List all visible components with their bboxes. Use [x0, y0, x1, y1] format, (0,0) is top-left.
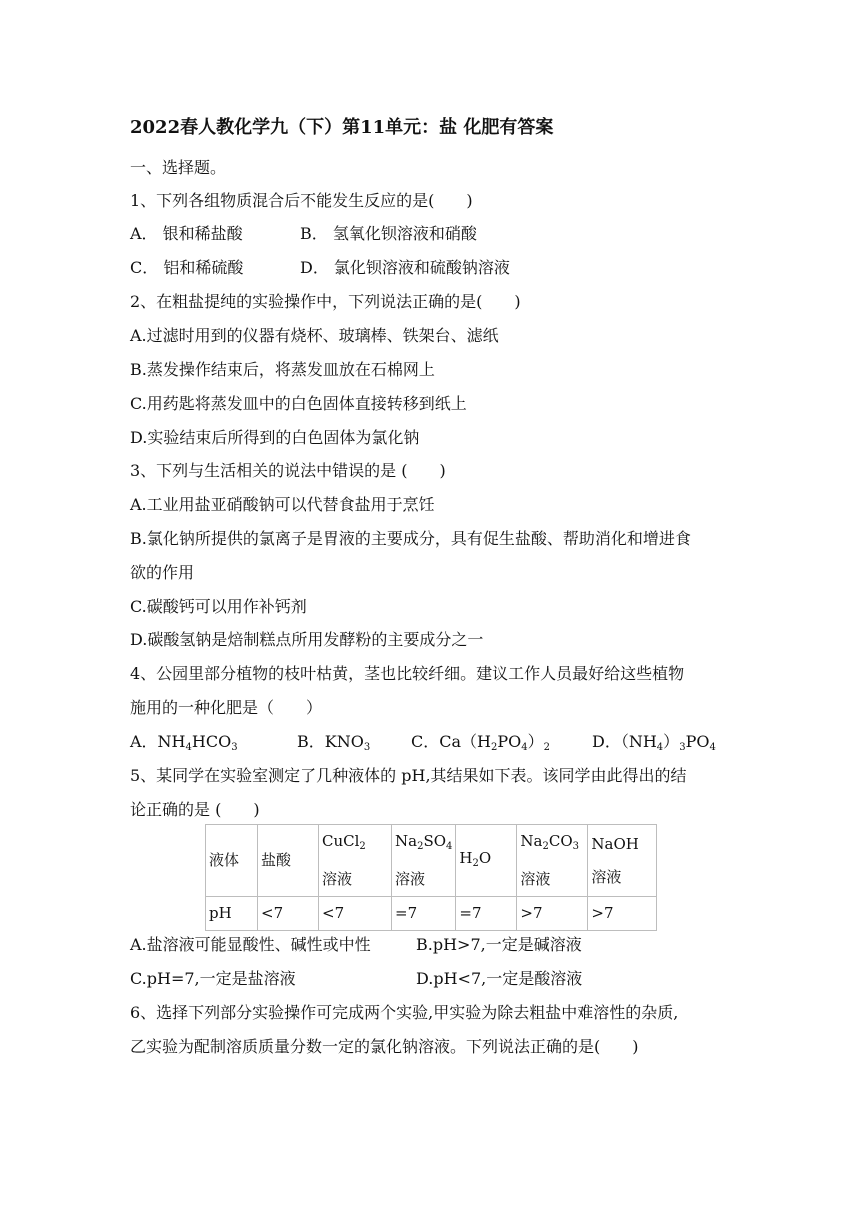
question-3-option-d: D.碳酸氢钠是焙制糕点所用发酵粉的主要成分之一 [130, 630, 484, 649]
table-header-cell: $H_2O$ [456, 825, 517, 897]
question-2-stem: 2、在粗盐提纯的实验操作中，下列说法正确的是( ) [130, 292, 521, 311]
question-4-option-c: C．$Ca(H_2PO_4)_2$ [411, 732, 551, 753]
table-cell: =7 [456, 897, 517, 931]
question-1-stem: 1、下列各组物质混合后不能发生反应的是( ) [130, 191, 473, 210]
question-5-option-d: D.pH<7,一定是酸溶液 [416, 969, 583, 988]
question-4-option-d: D．$(NH_4)_3PO_4$ [592, 732, 716, 753]
table-header-cell: $Na_2CO_3$ 溶液 [517, 825, 588, 897]
question-6-stem-line1: 6、选择下列部分实验操作可完成两个实验,甲实验为除去粗盐中难溶性的杂质, [130, 1003, 679, 1022]
table-row [206, 897, 657, 931]
question-4-stem-line1: 4、公园里部分植物的枝叶枯黄，茎也比较纤细。建议工作人员最好给这些植物 [130, 664, 685, 683]
question-2-option-d: D.实验结束后所得到的白色固体为氯化钠 [130, 428, 420, 447]
table-cell: =7 [392, 897, 456, 931]
question-6-stem-line2: 乙实验为配制溶质质量分数一定的氯化钠溶液。下列说法正确的是( ) [130, 1037, 639, 1056]
table-cell: >7 [588, 897, 657, 931]
question-4-stem-line2: 施用的一种化肥是（ ） [130, 698, 323, 717]
section-heading: 一、选择题。 [130, 158, 227, 177]
table-header-cell: 液体 [206, 825, 258, 897]
question-3-option-c: C.碳酸钙可以用作补钙剂 [130, 597, 307, 616]
question-3-option-b-line1: B.氯化钠所提供的氯离子是胃液的主要成分，具有促生盐酸、帮助消化和增进食 [130, 529, 691, 548]
table-header-cell: NaOH 溶液 [588, 825, 657, 897]
question-5-stem-line1: 5、某同学在实验室测定了几种液体的 pH,其结果如下表。该同学由此得出的结 [130, 766, 687, 785]
question-5-option-a: A.盐溶液可能显酸性、碱性或中性 [130, 935, 371, 954]
question-1-option-b: B． 氢氧化钡溶液和硝酸 [300, 224, 477, 243]
question-3-option-b-line2: 欲的作用 [130, 563, 195, 582]
question-2-option-b: B.蒸发操作结束后，将蒸发皿放在石棉网上 [130, 360, 435, 379]
question-1-option-d: D． 氯化钡溶液和硫酸钠溶液 [300, 258, 510, 277]
question-4-option-a: A．$NH_4HCO_3$ [130, 732, 238, 753]
table-header-cell: $Na_2SO_4$ 溶液 [392, 825, 456, 897]
question-3-stem: 3、下列与生活相关的说法中错误的是 ( ) [130, 461, 446, 480]
document-title: 2022春人教化学九（下）第11单元：盐 化肥有答案 [130, 117, 554, 138]
table-cell: <7 [258, 897, 319, 931]
table-cell: <7 [319, 897, 392, 931]
table-header-cell: 盐酸 [258, 825, 319, 897]
question-2-option-c: C.用药匙将蒸发皿中的白色固体直接转移到纸上 [130, 394, 467, 413]
question-5-option-c: C.pH=7,一定是盐溶液 [130, 969, 296, 988]
question-4-option-b: B．$KNO_3$ [297, 732, 371, 753]
ph-table [205, 824, 657, 931]
table-header-row [206, 825, 657, 897]
question-5-stem-line2: 论正确的是 ( ) [130, 800, 260, 819]
table-cell: pH [206, 897, 258, 931]
question-2-option-a: A.过滤时用到的仪器有烧杯、玻璃棒、铁架台、滤纸 [130, 326, 499, 345]
question-3-option-a: A.工业用盐亚硝酸钠可以代替食盐用于烹饪 [130, 495, 435, 514]
question-1-option-c: C． 铝和稀硫酸 [130, 258, 244, 277]
table-header-cell: CuCl$_2$ 溶液 [319, 825, 392, 897]
table-cell: >7 [517, 897, 588, 931]
question-1-option-a: A． 银和稀盐酸 [130, 224, 243, 243]
question-5-option-b: B.pH>7,一定是碱溶液 [416, 935, 582, 954]
